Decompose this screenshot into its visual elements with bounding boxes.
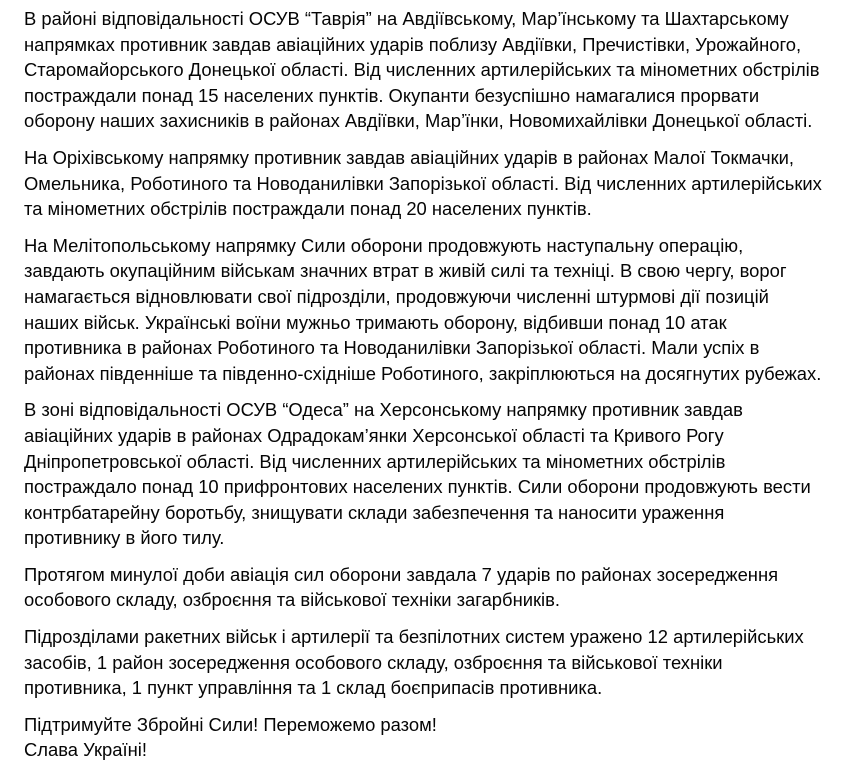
paragraph-odesa [24,397,844,551]
text-line: особового складу, озброєння та військової техніки загарбників. [24,589,561,611]
text-line: В районі відповідальності ОСУВ “Таврія” на Авдіївському, Мар’їнському та Шахтарському [24,8,789,29]
text-line: противнику в його тилу. [24,527,225,549]
text-line: В зоні відповідальності ОСУВ “Одеса” на Херсонському напрямку противник завдав [24,399,743,421]
text-line: контрбатарейну боротьбу, знищувати склади забезпечення та наносити ураження [24,501,725,523]
paragraph-closing [24,712,844,763]
text-line: Дніпропетровської області. Від численних артилерійських та мінометних обстрілів [24,450,726,472]
text-line: наших військ. Українські воїни мужньо тримають оборону, відбивши понад 10 атак [24,311,727,333]
text-line: постраждали понад 15 населених пунктів. Окупанти безуспішно намагалися прорвати [24,84,760,106]
text-line: авіаційних ударів в районах Одрадокам’янки Херсонської області та Кривого Рогу [24,424,724,446]
text-line: Підтримуйте Збройні Сили! Переможемо разом! [24,713,437,735]
text-line: На Оріхівському напрямку противник завдав авіаційних ударів в районах Малої Токмачки, [24,146,795,168]
text-line: постраждало понад 10 прифронтових населених пунктів. Сили оборони продовжують вести [24,476,811,498]
text-line: засобів, 1 район зосередження особового складу, озброєння та військової техніки [24,651,723,673]
text-line: оборону наших захисників в районах Авдіївки, Мар’їнки, Новомихайлівки Донецької області. [24,110,813,132]
post-text [24,6,844,774]
text-line: Протягом минулої доби авіація сил оборони завдала 7 ударів по районах зосередження [24,563,779,585]
text-line: та мінометних обстрілів постраждали понад 20 населених пунктів. [24,198,592,220]
paragraph-orikhiv [24,145,844,222]
text-line: Омельника, Роботиного та Новоданилівки Запорізької області. Від численних артилерійських [24,172,822,194]
paragraph-tavria [24,6,844,134]
text-line: намагається відновлювати свої підрозділи, продовжуючи численні штурмові дії позицій [24,285,769,307]
text-line: напрямках противник завдав авіаційних ударів поблизу Авдіївки, Пречистівки, Урожайного, [24,33,802,55]
text-line: Старомайорського Донецької області. Від численних артилерійських та мінометних обстрілів [24,59,820,81]
paragraph-artillery [24,624,844,701]
text-line: Підрозділами ракетних військ і артилерії та безпілотних систем уражено 12 артилерійських [24,626,804,648]
paragraph-melitopol [24,233,844,387]
text-line: противника в районах Роботиного та Новоданилівки Запорізької області. Мали успіх в [24,337,760,359]
text-line: районах південніше та південно-східніше Роботиного, закріплюються на досягнутих рубежах. [24,362,822,384]
text-line: Слава Україні! [24,739,147,761]
text-line: противника, 1 пункт управління та 1 склад боєприпасів противника. [24,677,603,699]
paragraph-aviation [24,562,844,613]
text-line: завдають окупаційним військам значних втрат в живій силі та техніці. В свою чергу, ворог [24,260,787,282]
text-line: На Мелітопольському напрямку Сили оборони продовжують наступальну операцію, [24,234,744,256]
